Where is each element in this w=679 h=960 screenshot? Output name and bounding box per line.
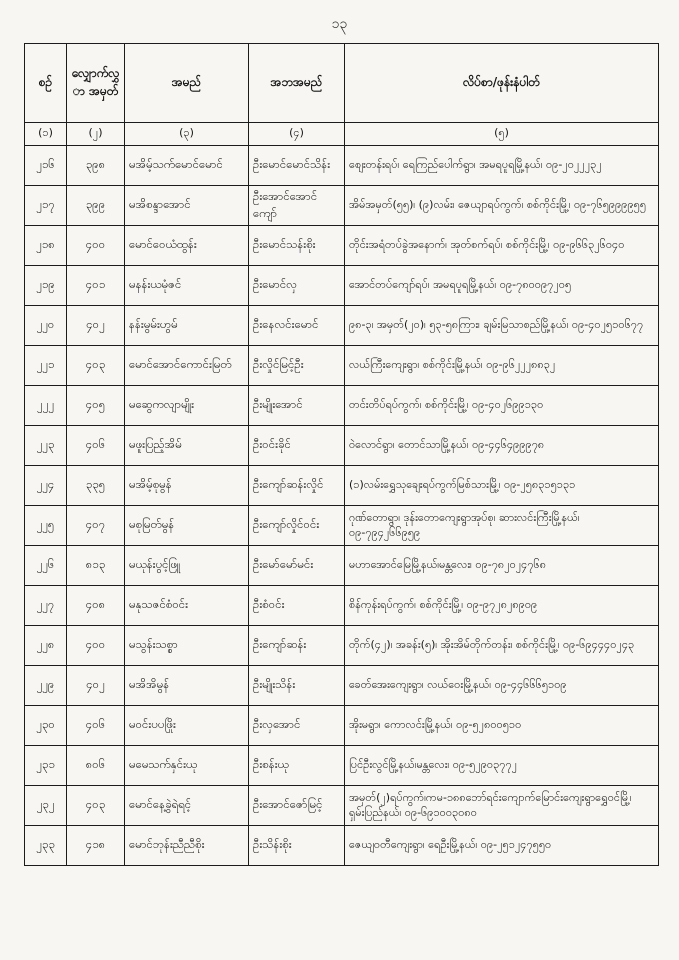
application-no-cell: ၈၁၃ [67, 546, 125, 586]
table-row [25, 546, 659, 586]
serial-cell: ၂၂၄ [25, 466, 67, 506]
application-no-cell: ၈၀၆ [67, 746, 125, 786]
father-name-cell: ဦးမောင်သန်းစိုး [249, 226, 345, 266]
column-number: (၂) [67, 123, 125, 146]
application-no-cell: ၄၀၆ [67, 706, 125, 746]
address-cell: ၉၈-၃၊ အမှတ်(၂၀)၊ ၅၃-၅၈ကြား၊ ချမ်းမြသာစည်မြို့နယ်၊ ၀၉-၄၀၂၅၁၀၆၇၇ [345, 306, 659, 346]
application-no-cell: ၃၃၅ [67, 466, 125, 506]
page-number: ၁၃ [331, 16, 348, 32]
father-name-cell: ဦးကျော်ဆန်းလှိုင် [249, 466, 345, 506]
father-name-cell: ဦးဝင်းခိုင် [249, 426, 345, 466]
address-cell: တင်းတိပ်ရပ်ကွက်၊ စစ်ကိုင်းမြို့၊ ၀၉-၄၀၂၆၉၉၁၃၀ [345, 386, 659, 426]
name-cell: မောင်နေ့ခွဲရဲရင့် [125, 786, 249, 826]
header-serial: စဥ် [25, 44, 67, 123]
table-row [25, 146, 659, 186]
serial-cell: ၂၂၈ [25, 626, 67, 666]
application-no-cell: ၄၀၂ [67, 666, 125, 706]
header-application-no: လျှောက်လွှာ အမှတ် [67, 44, 125, 123]
application-no-cell: ၄၀၂ [67, 306, 125, 346]
application-no-cell: ၄၀၀ [67, 226, 125, 266]
serial-cell: ၂၃၁ [25, 746, 67, 786]
name-cell: မဖူးပြည့်အိမ် [125, 426, 249, 466]
applicant-table [24, 43, 659, 866]
name-cell: မဆွေကလျာမျိုး [125, 386, 249, 426]
serial-cell: ၂၂၇ [25, 586, 67, 626]
name-cell: မယုန်းပွင့်ဖြူ [125, 546, 249, 586]
name-cell: မစုမြတ်မွန် [125, 506, 249, 546]
serial-cell: ၂၃၂ [25, 786, 67, 826]
name-cell: မနန်းယမုံဇင် [125, 266, 249, 306]
father-name-cell: ဦးလှိုင်မြင့်ဦး [249, 346, 345, 386]
father-name-cell: ဦးကျော်လှိုင်ဝင်း [249, 506, 345, 546]
column-number: (၃) [125, 123, 249, 146]
serial-cell: ၂၂၂ [25, 386, 67, 426]
father-name-cell: ဦးကျော်ဆန်း [249, 626, 345, 666]
father-name-cell: ဦးအောင်ဇော်မြင့် [249, 786, 345, 826]
name-cell: မအိစန္ဒာအောင် [125, 186, 249, 226]
table-row [25, 626, 659, 666]
application-no-cell: ၄၀၁ [67, 266, 125, 306]
table-row [25, 586, 659, 626]
column-number: (၅) [345, 123, 659, 146]
address-cell: တိုင်းအရံတပ်ခွဲအနောက်၊ အုတ်စက်ရပ်၊ စစ်ကိုင်းမြို့၊ ၀၉-၉၆၆၃၂၆၀၄၀ [345, 226, 659, 266]
address-cell: အိုးမရွာ၊ ကောလင်းမြို့နယ်၊ ၀၉-၅၂၈၀၀၅၁၀ [345, 706, 659, 746]
header-father-name: အဘအမည် [249, 44, 345, 123]
application-no-cell: ၄၁၈ [67, 826, 125, 866]
table-row [25, 266, 659, 306]
name-cell: မောင်အောင်ကောင်းမြတ် [125, 346, 249, 386]
table-row [25, 186, 659, 226]
column-number: (၄) [249, 123, 345, 146]
serial-cell: ၂၁၈ [25, 226, 67, 266]
father-name-cell: ဦးမော်မော်မင်း [249, 546, 345, 586]
application-no-cell: ၄၀၃ [67, 346, 125, 386]
serial-cell: ၂၂၅ [25, 506, 67, 546]
serial-cell: ၂၂၆ [25, 546, 67, 586]
header-row [25, 44, 659, 123]
serial-cell: ၂၂၃ [25, 426, 67, 466]
name-cell: မမေသက်နှင်းယု [125, 746, 249, 786]
serial-cell: ၂၃၀ [25, 706, 67, 746]
name-cell: မဝင်းပပဖြိုး [125, 706, 249, 746]
address-cell: ခေတ်အေးကျေးရွာ၊ လယ်ဝေးမြို့နယ်၊ ၀၉-၄၄၆၆၆၅၁၀၉ [345, 666, 659, 706]
father-name-cell: ဦးသိန်းစိုး [249, 826, 345, 866]
header-name: အမည် [125, 44, 249, 123]
name-cell: မောင်ဘုန်းညီညီစိုး [125, 826, 249, 866]
application-no-cell: ၄၀၀ [67, 626, 125, 666]
father-name-cell: ဦးစန်းယု [249, 746, 345, 786]
father-name-cell: ဦးမောင်မောင်သိန်း [249, 146, 345, 186]
name-cell: မအိမ့်စုမွန် [125, 466, 249, 506]
serial-cell: ၂၂၀ [25, 306, 67, 346]
address-cell: ပြင်ဦးလွင်မြို့နယ်၊မန္တလေး၊ ၀၉-၅၂၉၀၃၇၇၂ [345, 746, 659, 786]
serial-cell: ၂၁၆ [25, 146, 67, 186]
application-no-cell: ၄၀၇ [67, 506, 125, 546]
application-no-cell: ၄၀၆ [67, 426, 125, 466]
name-cell: မနုသဇင်စံဝင်း [125, 586, 249, 626]
serial-cell: ၂၂၁ [25, 346, 67, 386]
table-row [25, 426, 659, 466]
serial-cell: ၂၂၉ [25, 666, 67, 706]
address-cell: အောင်တပ်ကျော်ရပ်၊ အမရပူရမြို့နယ်၊ ၀၉-၇၈၀၀၉၇၂၀၅ [345, 266, 659, 306]
table-row [25, 466, 659, 506]
column-number-row [25, 123, 659, 146]
address-cell: စျေးတန်းရပ်၊ ရေကြည်ပေါက်ရွာ၊ အမရပူရမြို့နယ်၊ ၀၉-၂၀၂၂၂၃၂ [345, 146, 659, 186]
name-cell: မအိအိမွန် [125, 666, 249, 706]
table-row [25, 826, 659, 866]
address-cell: ဇေယျဝတီကျေးရွာ၊ ရေဦးမြို့နယ်၊ ၀၉-၂၅၁၂၄၇၅၅၀ [345, 826, 659, 866]
application-no-cell: ၄၀၃ [67, 786, 125, 826]
application-no-cell: ၃၉၉ [67, 186, 125, 226]
address-cell: အမှတ်(၂)ရပ်ကွက်၊ကမ-၁၈၈ဘော်ရင်းကျောက်မြောင်းကျေးရွာရွှေဝင်မြို့၊ ရှမ်းပြည်နယ်၊ ၀၉-၆၉၁၀၀၃၀၈၀ [345, 786, 659, 826]
address-cell: မဟာအောင်မြေမြို့နယ်၊မန္တလေး၊ ၀၉-၇၈၂၀၂၄၇၆၈ [345, 546, 659, 586]
father-name-cell: ဦးနေလင်းမောင် [249, 306, 345, 346]
address-cell: ဂုဏ်တောရွာ၊ ဒုန်းတောကျေးရွာအုပ်စု၊ ဆားလင်းကြီးမြို့နယ်၊ ၀၉-၇၉၄၂၆၆၉၅၉ [345, 506, 659, 546]
father-name-cell: ဦးအောင်အောင်ကျော် [249, 186, 345, 226]
father-name-cell: ဦးမျိုးသိန်း [249, 666, 345, 706]
serial-cell: ၂၃၃ [25, 826, 67, 866]
father-name-cell: ဦးစံဝင်း [249, 586, 345, 626]
table-row [25, 506, 659, 546]
name-cell: မောင်ဝေယံထွန်း [125, 226, 249, 266]
application-no-cell: ၄၀၈ [67, 586, 125, 626]
father-name-cell: ဦးလှအောင် [249, 706, 345, 746]
address-cell: တိုက်(၄၂)၊ အခန်း(၅)၊ အိုးအိမ်တိုက်တန်း၊ စစ်ကိုင်းမြို့၊ ၀၉-၆၉၄၄၄၀၂၄၃ [345, 626, 659, 666]
name-cell: နန်းမွမ်းဟွမ် [125, 306, 249, 346]
application-no-cell: ၄၀၅ [67, 386, 125, 426]
address-cell: စိန်ကုန်းရပ်ကွက်၊ စစ်ကိုင်းမြို့၊ ၀၉-၉၇၂၈၂၈၉၀၉ [345, 586, 659, 626]
table-row [25, 346, 659, 386]
serial-cell: ၂၁၇ [25, 186, 67, 226]
table-row [25, 226, 659, 266]
name-cell: မအိမ့်သက်မောင်မောင် [125, 146, 249, 186]
table-row [25, 746, 659, 786]
table-row [25, 706, 659, 746]
address-cell: အိမ်အမှတ်(၅၅)၊ (၉)လမ်း၊ ဇေယျာရပ်ကွက်၊ စစ်ကိုင်းမြို့၊ ၀၉-၇၆၅၉၉၉၉၅၅ [345, 186, 659, 226]
address-cell: ဝဲလောင်ရွာ၊ တောင်သာမြို့နယ်၊ ၀၉-၄၄၆၄၉၉၉၇၈ [345, 426, 659, 466]
address-cell: လယ်ကြီးကျေးရွာ၊ စစ်ကိုင်းမြို့နယ်၊ ၀၉-၉၆၂၂၂၈၈၃၂ [345, 346, 659, 386]
father-name-cell: ဦးမောင်လှ [249, 266, 345, 306]
table-row [25, 786, 659, 826]
table-row [25, 666, 659, 706]
father-name-cell: ဦးမျိုးအောင် [249, 386, 345, 426]
address-cell: (၁)လမ်းရွှေသုချေးရပ်ကွက်မြစ်သားမြို့၊ ၀၉-၂၅၈၃၁၅၁၃၁ [345, 466, 659, 506]
application-no-cell: ၃၉၈ [67, 146, 125, 186]
table-row [25, 386, 659, 426]
header-address-phone: လိပ်စာ/ဖုန်းနံပါတ် [345, 44, 659, 123]
table-row [25, 306, 659, 346]
serial-cell: ၂၁၉ [25, 266, 67, 306]
name-cell: မသွန်းသစ္စာ [125, 626, 249, 666]
column-number: (၁) [25, 123, 67, 146]
